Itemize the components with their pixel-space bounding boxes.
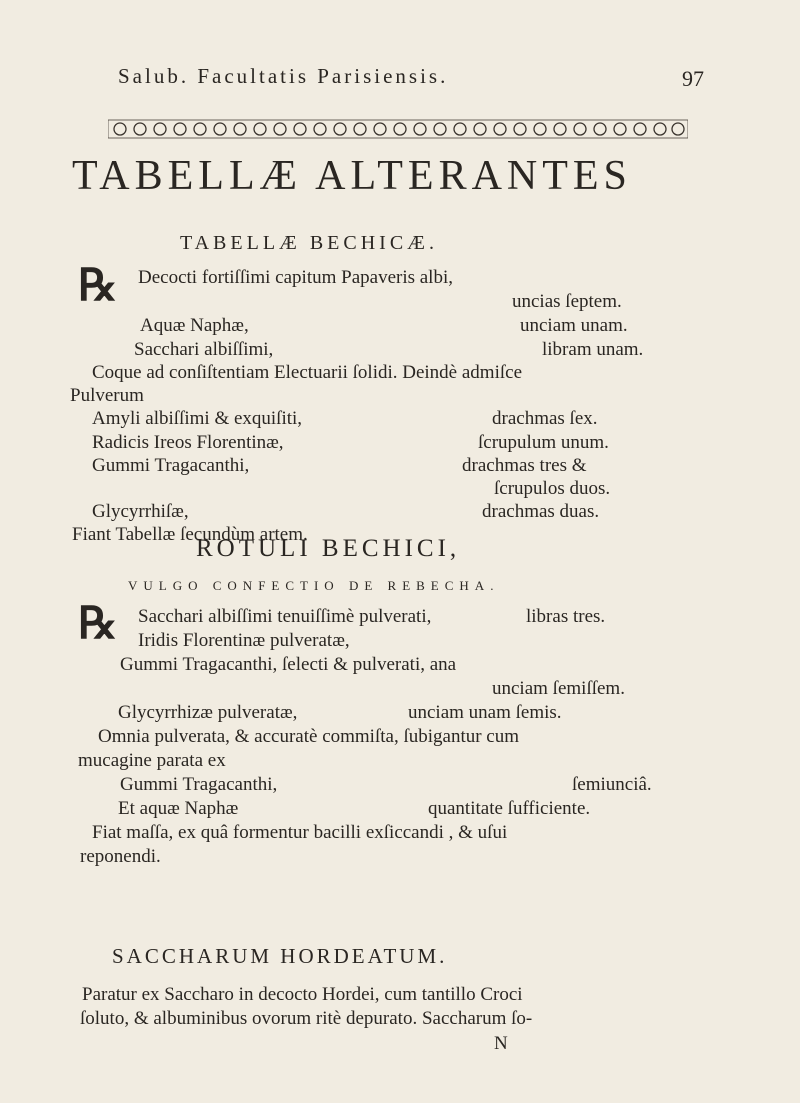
text-line: ſemiunciâ.: [572, 774, 652, 795]
page-title: TABELLÆ ALTERANTES: [72, 153, 632, 199]
text-line: Gummi Tragacanthi,: [92, 455, 250, 476]
text-line: Pulverum: [70, 385, 144, 406]
running-head: Salub. Facultatis Parisiensis.: [118, 64, 449, 88]
ornament-band-icon: [108, 118, 688, 140]
text-line: mucagine parata ex: [78, 750, 226, 771]
text-line: Iridis Florentinæ pulveratæ,: [138, 630, 350, 651]
text-line: Sacchari albiſſimi tenuiſſimè pulverati,: [138, 606, 432, 627]
text-line: Et aquæ Naphæ: [118, 798, 239, 819]
text-line: Glycyrrhizæ pulveratæ,: [118, 702, 298, 723]
text-line: unciam ſemiſſem.: [492, 678, 625, 699]
subtitle: TABELLÆ BECHICÆ.: [180, 232, 438, 254]
page-number: 97: [682, 66, 704, 91]
text-line: drachmas tres &: [462, 455, 587, 476]
text-line: Gummi Tragacanthi,: [120, 774, 278, 795]
recipe-rx-symbol: ℞: [78, 599, 115, 648]
text-line: Glycyrrhiſæ,: [92, 501, 189, 522]
text-line: Aquæ Naphæ,: [140, 315, 249, 336]
text-line: ſoluto, & albuminibus ovorum ritè depurato. Saccharum ſo-: [80, 1008, 533, 1029]
text-line: libras tres.: [526, 606, 606, 627]
recipe-rx-symbol: ℞: [78, 261, 115, 310]
signature-mark: N: [494, 1033, 508, 1054]
text-line: quantitate ſufficiente.: [428, 798, 591, 819]
section-title: SACCHARUM HORDEATUM.: [112, 944, 448, 968]
text-line: Gummi Tragacanthi, ſelecti & pulverati, ana: [120, 654, 457, 675]
text-line: Decocti fortiſſimi capitum Papaveris albi,: [138, 267, 453, 288]
text-line: ſcrupulum unum.: [478, 432, 609, 453]
text-line: unciam unam ſemis.: [408, 702, 562, 723]
text-line: Paratur ex Saccharo in decocto Hordei, cum tantillo Croci: [82, 984, 523, 1005]
text-line: reponendi.: [80, 846, 161, 867]
text-line: unciam unam.: [520, 315, 628, 336]
text-line: Fiant Tabellæ ſecundùm artem.: [72, 524, 308, 545]
section-subtitle: VULGO CONFECTIO DE REBECHA.: [128, 578, 500, 593]
text-line: libram unam.: [542, 339, 644, 360]
text-line: drachmas ſex.: [492, 408, 598, 429]
text-line: Amyli albiſſimi & exquiſiti,: [92, 408, 303, 429]
text-line: Omnia pulverata, & accuratè commiſta, ſubigantur cum: [98, 726, 520, 747]
text-line: Sacchari albiſſimi,: [134, 339, 274, 360]
text-line: uncias ſeptem.: [512, 291, 622, 312]
section-title: ROTULI BECHICI,: [196, 535, 461, 562]
text-line: Coque ad conſiſtentiam Electuarii ſolidi. Deindè admiſce: [92, 362, 523, 383]
text-line: Fiat maſſa, ex quâ formentur bacilli exſiccandi , & uſui: [92, 822, 508, 843]
text-line: ſcrupulos duos.: [494, 478, 611, 499]
text-line: Radicis Ireos Florentinæ,: [92, 432, 284, 453]
text-line: drachmas duas.: [482, 501, 600, 522]
